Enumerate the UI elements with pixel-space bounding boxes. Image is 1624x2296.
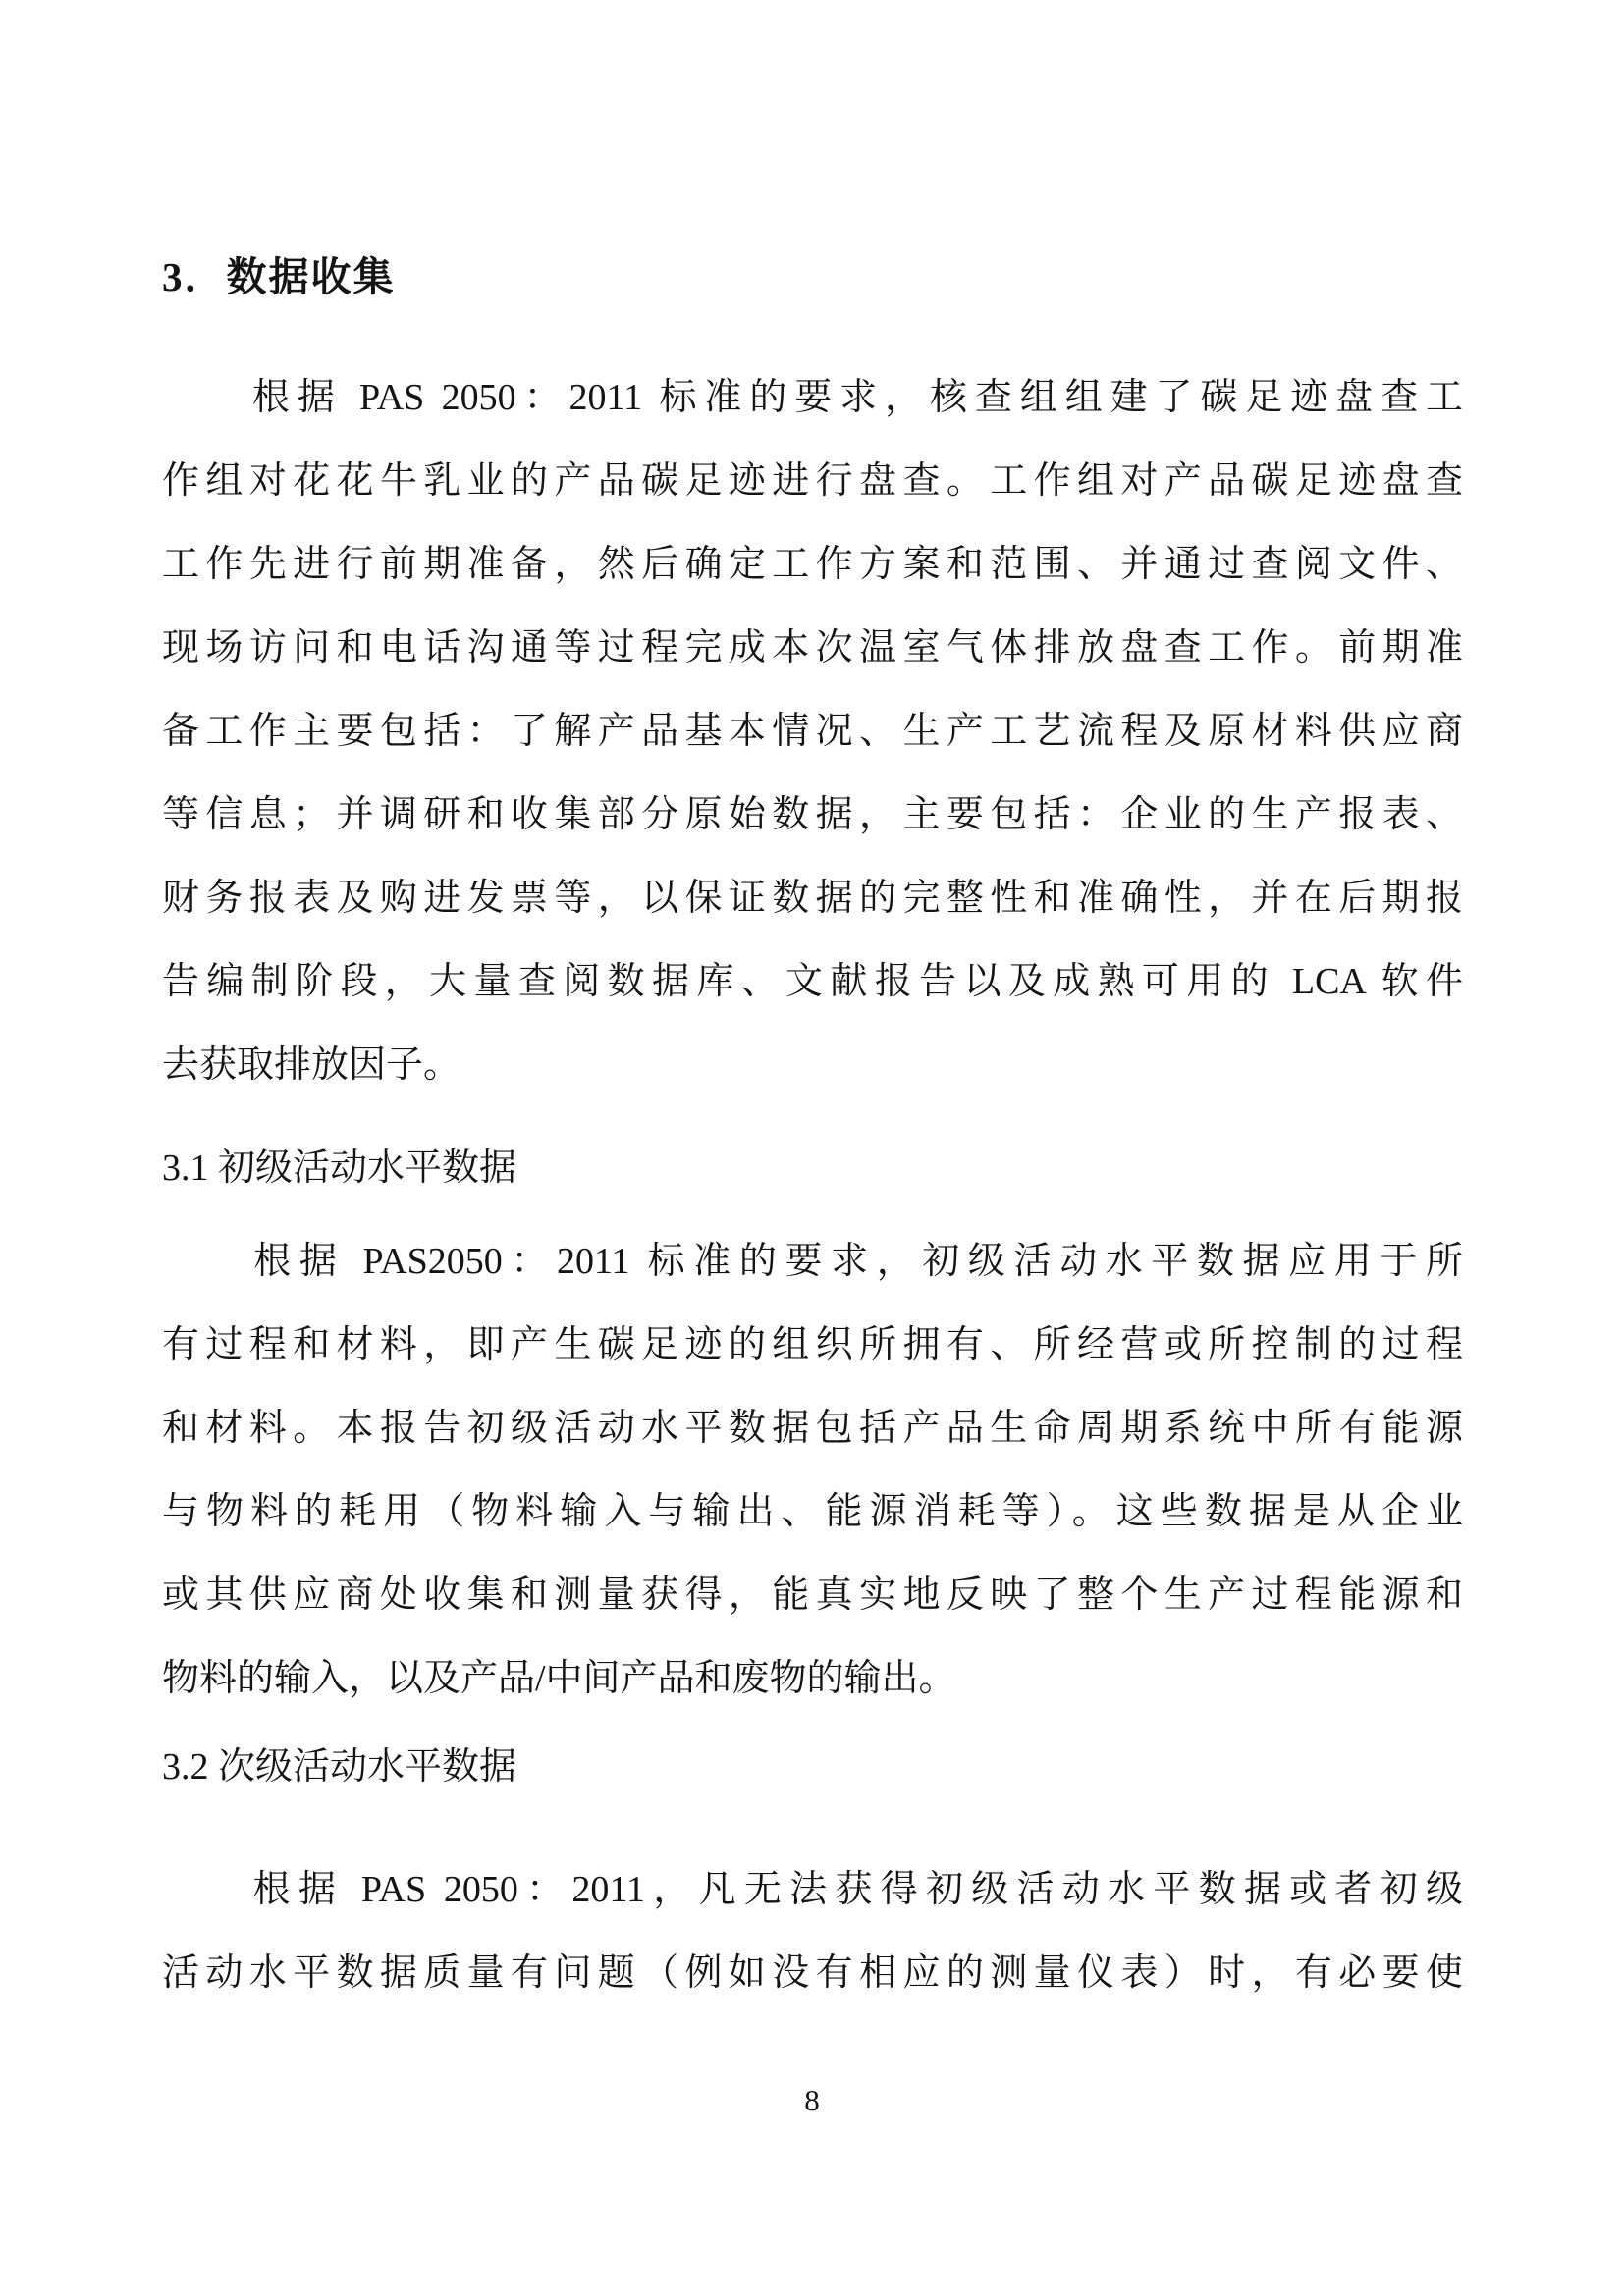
section-3-1-paragraph [162, 1220, 1463, 1721]
text-line: 工作先进行前期准备，然后确定工作方案和范围、并通过查阅文件、 [162, 544, 1463, 585]
page-content [162, 236, 1463, 2015]
text-line: 活动水平数据质量有问题（例如没有相应的测量仪表）时，有必要使 [162, 1952, 1463, 1994]
text-line: 告编制阶段，大量查阅数据库、文献报告以及成熟可用的 LCA 软件 [162, 961, 1463, 1002]
text-line: 和材料。本报告初级活动水平数据包括产品生命周期系统中所有能源 [162, 1408, 1463, 1449]
text-line: 根据 PAS2050：2011 标准的要求，初级活动水平数据应用于所 [162, 1241, 1463, 1282]
chapter-heading: 3．数据收集 [162, 254, 396, 299]
page-number: 8 [804, 2083, 820, 2117]
text-line: 去获取排放因子。 [162, 1044, 461, 1086]
text-line: 作组对花花牛乳业的产品碳足迹进行盘查。工作组对产品碳足迹盘查 [162, 460, 1463, 502]
section-heading-3-1: 3.1 初级活动水平数据 [162, 1148, 517, 1189]
section-heading-3-2: 3.2 次级活动水平数据 [162, 1746, 517, 1788]
text-line: 物料的输入，以及产品/中间产品和废物的输出。 [162, 1658, 956, 1699]
text-line: 根据 PAS 2050：2011 标准的要求，核查组组建了碳足迹盘查工 [162, 377, 1463, 418]
text-line: 根据 PAS 2050：2011，凡无法获得初级活动水平数据或者初级 [162, 1869, 1463, 1910]
text-line: 有过程和材料，即产生碳足迹的组织所拥有、所经营或所控制的过程 [162, 1324, 1463, 1365]
text-line: 财务报表及购进发票等，以保证数据的完整性和准确性，并在后期报 [162, 878, 1463, 919]
text-line: 或其供应商处收集和测量获得，能真实地反映了整个生产过程能源和 [162, 1575, 1463, 1616]
text-line: 与物料的耗用（物料输入与输出、能源消耗等）。这些数据是从企业 [162, 1491, 1463, 1532]
section-3-2-paragraph [162, 1848, 1463, 2015]
text-line: 等信息；并调研和收集部分原始数据，主要包括：企业的生产报表、 [162, 794, 1463, 835]
text-line: 现场访问和电话沟通等过程完成本次温室气体排放盘查工作。前期准 [162, 627, 1463, 668]
intro-paragraph [162, 356, 1463, 1107]
text-line: 备工作主要包括：了解产品基本情况、生产工艺流程及原材料供应商 [162, 711, 1463, 752]
